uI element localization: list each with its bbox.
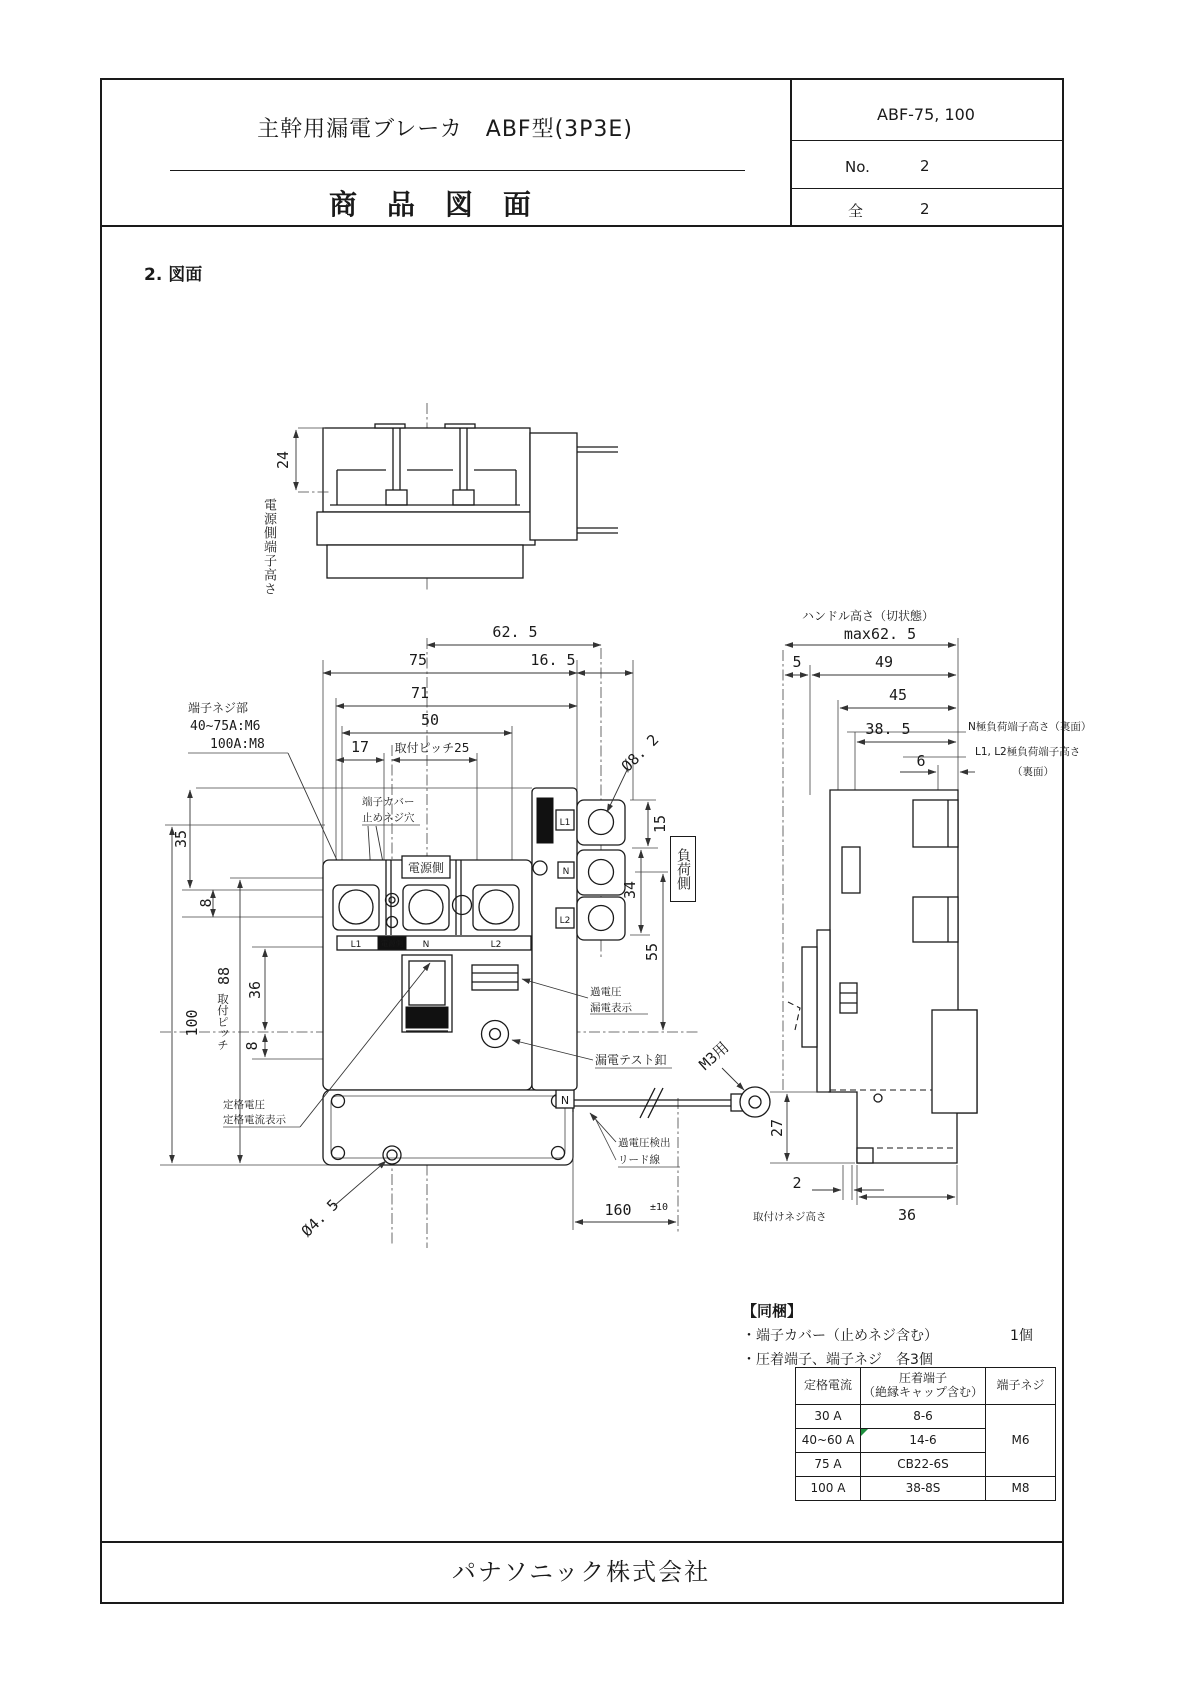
dim-100: 100 [183, 1009, 201, 1037]
dim-75: 75 [408, 651, 428, 669]
ov-label-2: 漏電表示 [590, 1002, 632, 1014]
dia-4-5: Ø4. 5 [297, 1195, 343, 1241]
load-side-box-label [670, 836, 696, 902]
plate-n-label: N [560, 1094, 570, 1107]
included-item-1-qty: 1個 [1010, 1328, 1033, 1344]
dim-34: 34 [621, 880, 639, 900]
ov-label-1: 過電圧 [590, 986, 622, 998]
col-terminal-screw: 端子ネジ [986, 1368, 1056, 1405]
dim-50: 50 [420, 711, 440, 729]
included-item-1: ・端子カバー（止めネジ含む） [742, 1328, 938, 1344]
page-no-value: 2 [920, 157, 930, 175]
cell-terminal [861, 1429, 986, 1453]
dim-62-5: 62. 5 [492, 623, 538, 641]
top-view [274, 403, 618, 592]
col-crimp-line2: （絶縁キャップ含む） [862, 1385, 983, 1399]
load-term-n: N [562, 867, 570, 877]
terminal-screw-note [188, 700, 346, 880]
strip-l1: L1 [350, 940, 362, 950]
dim-6: 6 [916, 752, 926, 770]
dim-24 [274, 428, 330, 492]
dim-71: 71 [410, 684, 430, 702]
rating-2: 定格電流表示 [223, 1114, 286, 1126]
test-button-label: 漏電テスト釦 [595, 1053, 667, 1067]
col-rated-current: 定格電流 [796, 1368, 861, 1405]
strip-source-label: 電源側 [380, 939, 404, 948]
breaker-front-body [323, 856, 532, 1090]
strip-n: N [422, 940, 430, 950]
top-view-pins [577, 447, 618, 533]
dim-27: 27 [768, 1118, 786, 1138]
cell-current: 30 A [796, 1405, 861, 1429]
crimp-terminal-table [795, 1367, 1056, 1501]
dim-160: 160 [604, 1201, 632, 1219]
dim-160-tol: ±10 [650, 1202, 669, 1213]
side-view [753, 608, 1091, 1224]
model-number: ABF-75, 100 [877, 105, 975, 124]
dim-88: 88 [215, 966, 233, 986]
dim-36-side: 36 [897, 1206, 917, 1224]
cell-current: 100 A [796, 1477, 861, 1501]
cell-terminal: 38-8S [861, 1477, 986, 1501]
term-screw-1: 端子ネジ部 [188, 701, 249, 715]
dim-35: 35 [172, 829, 190, 849]
cover-note-2: 止めネジ穴 [362, 812, 415, 824]
cell-screw-m8: M8 [986, 1477, 1056, 1501]
load-unit-label-plate [537, 798, 553, 843]
l1l2-load-height-label: L1, L2極負荷端子高さ [975, 746, 1081, 758]
dim-45: 45 [888, 686, 908, 704]
dim-17: 17 [350, 738, 370, 756]
dim-36: 36 [246, 980, 264, 1000]
dim-15: 15 [651, 814, 669, 834]
source-side-label: 電源側 [407, 861, 445, 875]
dim-24-text: 24 [274, 450, 292, 470]
load-term-l1: L1 [559, 818, 571, 828]
dim-8-bottom: 8 [243, 1041, 261, 1051]
dim-16-5: 16. 5 [530, 651, 576, 669]
load-side-box-text: 負荷側 [675, 848, 691, 890]
indicator-window [472, 965, 518, 990]
company-name: パナソニック株式会社 [451, 1558, 711, 1586]
term-screw-2: 40~75A:M6 [190, 719, 261, 734]
page-total-label: 全 [848, 202, 864, 220]
cell-current: 40~60 A [796, 1429, 861, 1453]
strip-l2: L2 [490, 940, 502, 950]
rating-1: 定格電圧 [223, 1099, 265, 1111]
page-total-value: 2 [920, 200, 930, 218]
ring-terminal [740, 1087, 770, 1117]
lead-label-1: 過電圧検出 [618, 1137, 671, 1149]
dim-2: 2 [792, 1174, 802, 1192]
breaker-side-body [788, 790, 977, 1163]
cell-terminal: CB22-6S [861, 1453, 986, 1477]
section-heading: 2. 図面 [144, 265, 203, 285]
document-title: 商品図面 [328, 188, 561, 221]
dim-49: 49 [874, 653, 894, 671]
cell-terminal: 8-6 [861, 1405, 986, 1429]
source-terminal-height-label: 電源側端子高さ [261, 498, 276, 596]
l1l2-load-height-label2: （裏面） [1012, 766, 1054, 778]
m3-label: M3用 [695, 1038, 733, 1074]
handle-height-max: max62. 5 [843, 625, 917, 643]
load-term-l2: L2 [559, 916, 571, 926]
col-crimp-terminal [861, 1368, 986, 1405]
cover-note-1: 端子カバー [362, 796, 415, 808]
col-crimp-line1: 圧着端子 [898, 1371, 947, 1386]
mount-screw-height-label: 取付けネジ高さ [753, 1211, 827, 1223]
mounting-pitch-vertical-label: 取付ピッチ [216, 993, 230, 1051]
cell-note-marker [861, 1429, 868, 1436]
dim-55: 55 [643, 942, 661, 962]
term-screw-3: 100A:M8 [210, 737, 265, 752]
cell-screw-m6: M6 [986, 1405, 1056, 1477]
cell-current: 75 A [796, 1453, 861, 1477]
page-no-label: No. [845, 158, 870, 176]
cell-terminal-text: 14-6 [909, 1432, 937, 1447]
label-pitch25: 取付ピッチ25 [394, 741, 470, 755]
load-side-unit [532, 788, 625, 1090]
mounting-plate [323, 1090, 574, 1165]
n-load-height-label: N極負荷端子高さ（裏面） [968, 721, 1092, 733]
front-view [160, 623, 770, 1248]
included-heading: 【同梱】 [742, 1302, 803, 1320]
lead-label-2: リード線 [618, 1154, 660, 1166]
handle-height-label: ハンドル高さ（切状態） [801, 609, 935, 623]
dia-8-2: Ø8. 2 [617, 730, 663, 776]
dim-5: 5 [792, 653, 802, 671]
dim-8-top: 8 [197, 898, 215, 908]
included-item-2: ・圧着端子、端子ネジ 各3個 [742, 1352, 933, 1368]
product-title: 主幹用漏電ブレーカ ABF型(3P3E) [257, 117, 633, 142]
dim-38-5: 38. 5 [865, 720, 911, 738]
handle-lever [406, 1007, 448, 1028]
